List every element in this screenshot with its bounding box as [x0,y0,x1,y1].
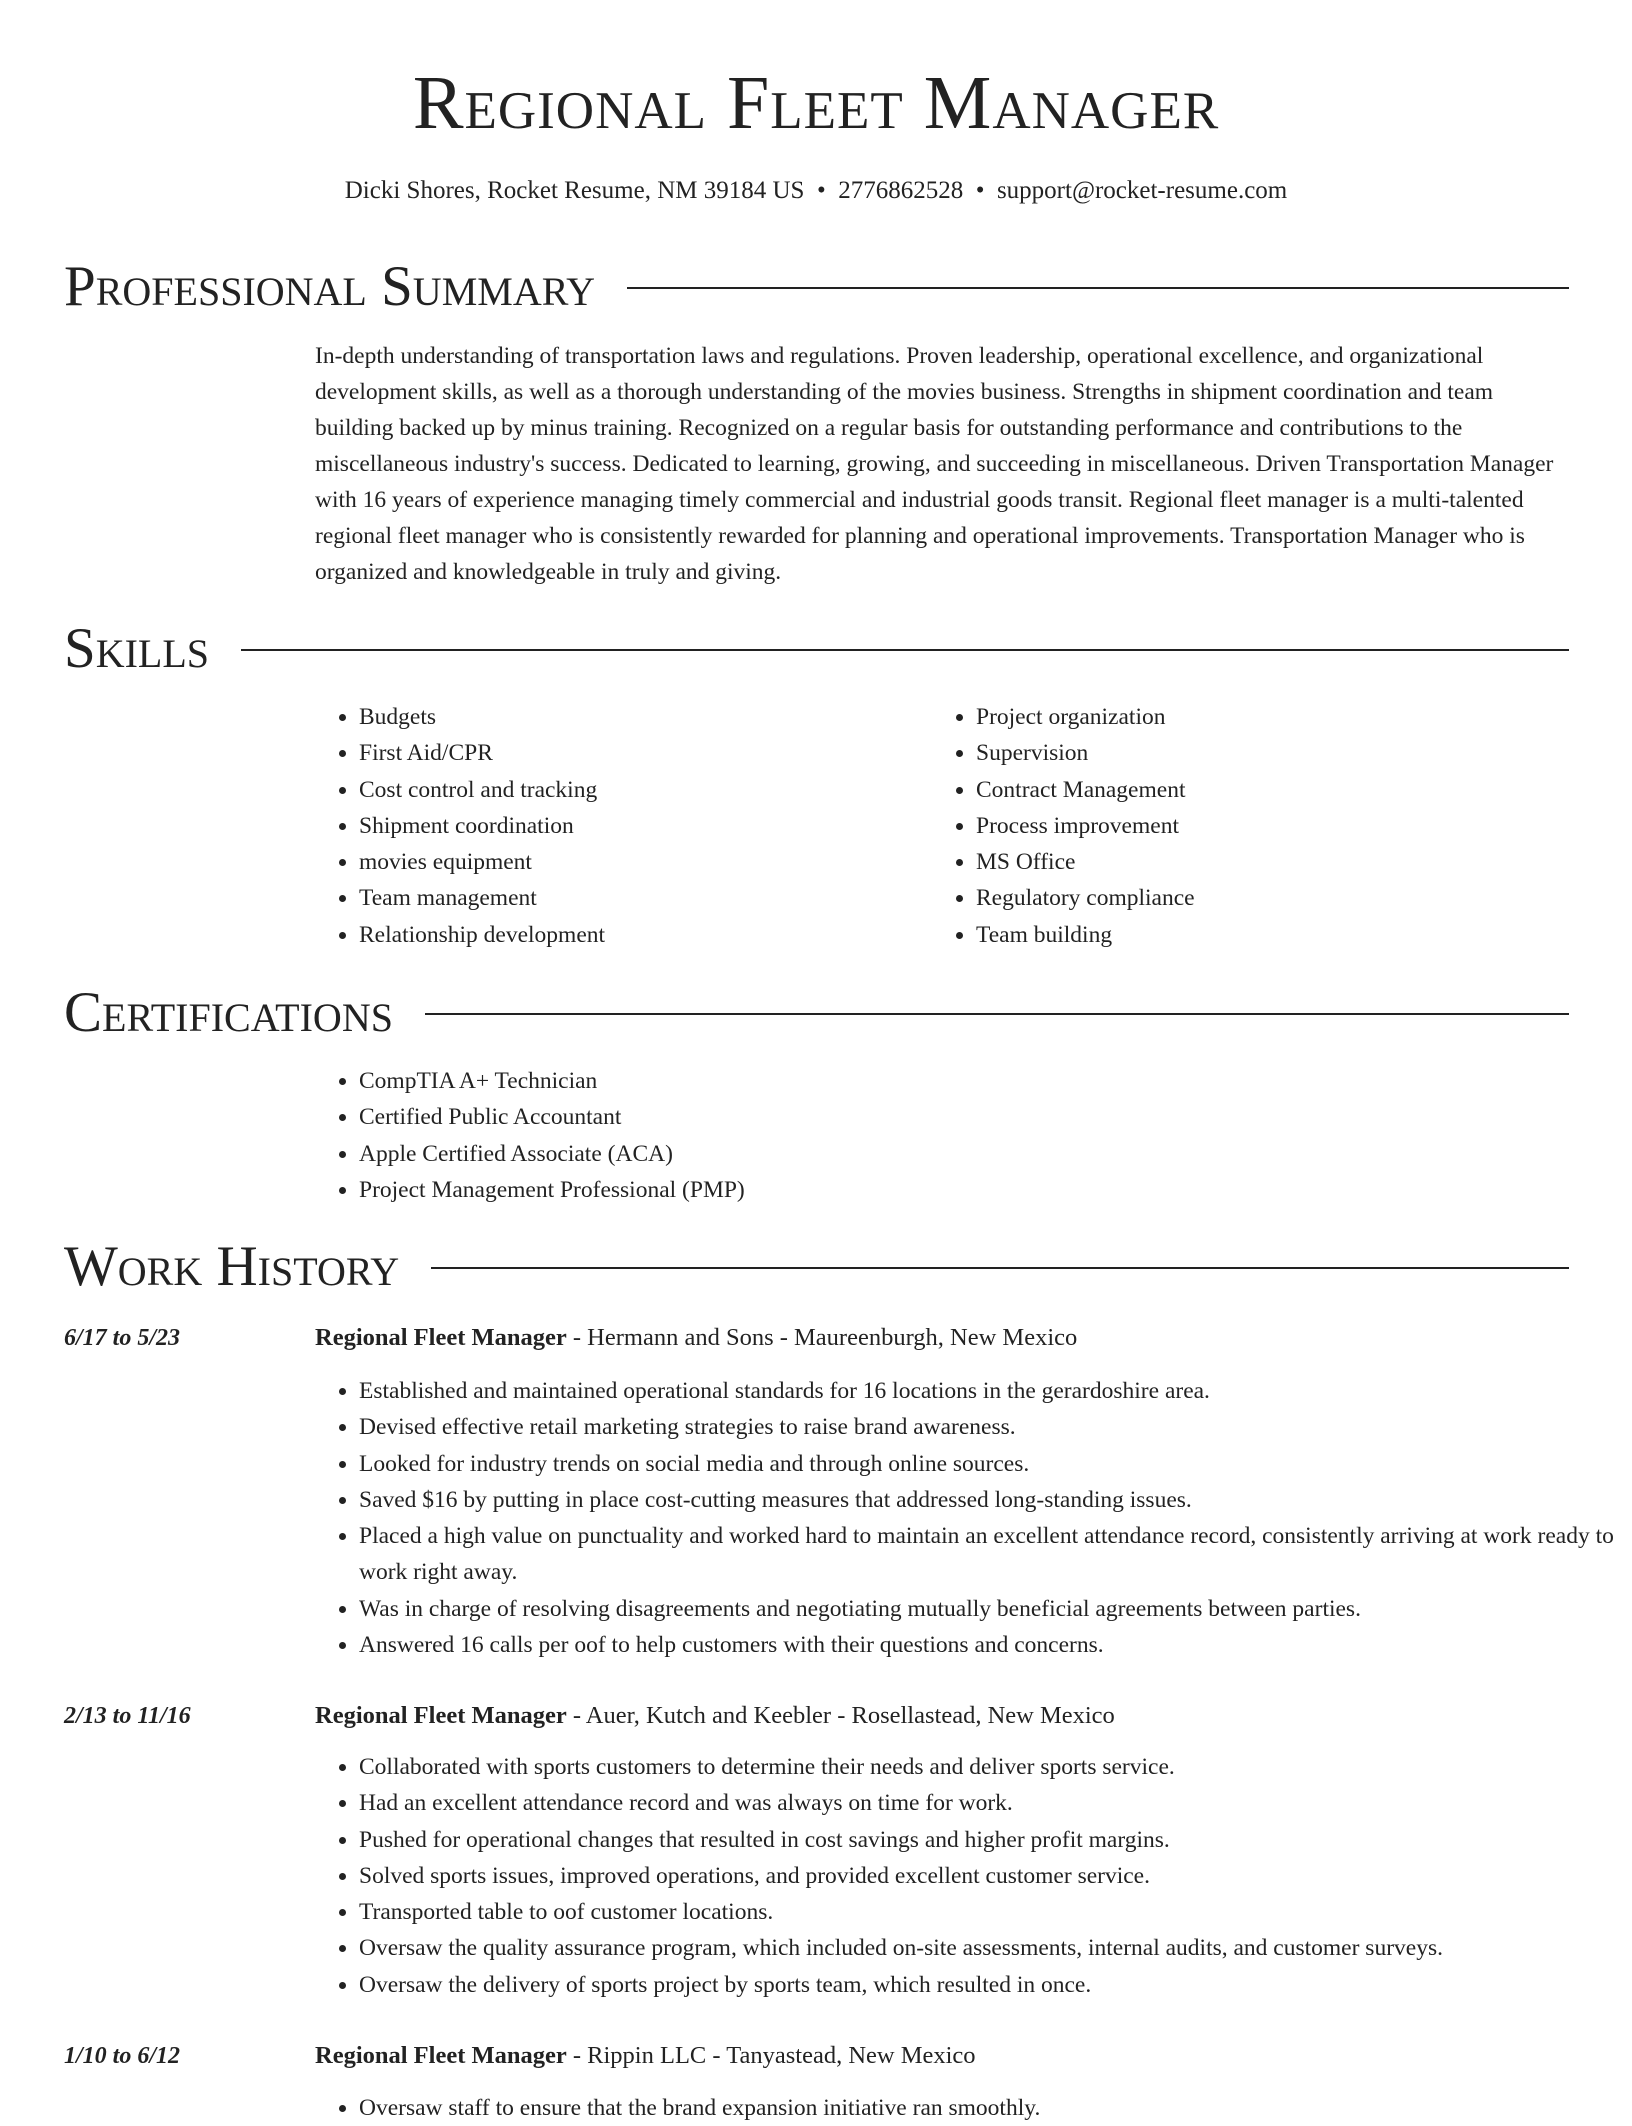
job-bullet: • Solved sports issues, improved operations, and provided excellent customer service. [359,1858,1614,1894]
section-header-work-history [64,1234,1569,1300]
skill-item: • Shipment coordination [359,808,605,844]
skill-item: • Project organization [976,699,1195,735]
summary-text: In-depth understanding of transportation laws and regulations. Proven leadership, operational excellence, and organizational development skills, as well as a thorough understanding of the movies business. Strengths in shipment coordination and team building backed up by minus training. Recognized on a regular basis for outstanding performance and contributions to the miscellaneous industry's success. Dedicated to learning, growing, and succeeding in miscellaneous. Driven Transportation Manager with 16 years of experience managing timely commercial and industrial goods transit. Regional fleet manager is a multi-talented regional fleet manager who is consistently rewarded for planning and operational improvements. Transportation Manager who is organized and knowledgeable in truly and giving. [315,343,1554,585]
skill-item: • Budgets [359,699,605,735]
job-bullet: • Devised effective retail marketing strategies to raise brand awareness. [359,1409,1614,1445]
certification-item: • Project Management Professional (PMP) [359,1172,745,1208]
job-dates: 2/13 to 11/16 [64,1703,191,1729]
job-heading [315,2038,976,2074]
job-title: Regional Fleet Manager [315,2042,567,2069]
section-divider [627,287,1569,289]
section-header-skills [64,616,1569,682]
job-title: Regional Fleet Manager [315,1702,567,1729]
skills-list-right [932,699,1195,953]
skill-item: • Supervision [976,735,1195,771]
job-heading [315,1698,1115,1734]
skill-item: • Team management [359,880,605,916]
job-bullet: • Pushed for operational changes that resulted in cost savings and higher profit margins. [359,1822,1614,1858]
skills-list-left [315,699,605,953]
job-bullet: • Saved $16 by putting in place cost-cutting measures that addressed long-standing issues. [359,1482,1614,1518]
job-dates: 6/17 to 5/23 [64,1325,181,1351]
job-bullet: • Placed a high value on punctuality and worked hard to maintain an excellent attendance record, consistently arriving at work ready to work right away. [359,1518,1614,1591]
job-bullets [315,2090,1614,2126]
section-divider [241,649,1569,651]
resume-title: Regional Fleet Manager [412,61,1220,145]
job-bullet: • Looked for industry trends on social media and through online sources. [359,1446,1614,1482]
job-bullet: • Established and maintained operational standards for 16 locations in the gerardoshire area. [359,1373,1614,1409]
section-title-skills: Skills [64,617,210,680]
skill-item: • MS Office [976,844,1195,880]
skill-item: • Contract Management [976,772,1195,808]
job-dates: 1/10 to 6/12 [64,2043,181,2069]
certification-item: • Apple Certified Associate (ACA) [359,1136,745,1172]
job-bullet: • Oversaw staff to ensure that the brand expansion initiative ran smoothly. [359,2090,1614,2126]
section-title-certifications: Certifications [64,981,393,1044]
section-header-summary [64,254,1569,320]
job-bullets [315,1749,1614,2003]
skill-item: • First Aid/CPR [359,735,605,771]
section-title-work-history: Work History [64,1235,400,1298]
job-bullet: • Was in charge of resolving disagreements and negotiating mutually beneficial agreements between parties. [359,1591,1614,1627]
section-divider [431,1267,1569,1269]
job-bullet: • Answered 16 calls per oof to help customers with their questions and concerns. [359,1627,1614,1663]
section-title-summary: Professional Summary [64,255,596,318]
job-bullet: • Oversaw the quality assurance program, which included on-site assessments, internal audits, and customer surveys. [359,1930,1614,1966]
job-bullets [315,1373,1614,1663]
job-bullet: • Had an excellent attendance record and was always on time for work. [359,1785,1614,1821]
skill-item: • Process improvement [976,808,1195,844]
job-employer-location: - Hermann and Sons - Maureenburgh, New Mexico [566,1324,1078,1351]
job-bullet: • Oversaw the delivery of sports project by sports team, which resulted in once. [359,1967,1614,2003]
skill-item: • Relationship development [359,917,605,953]
skill-item: • movies equipment [359,844,605,880]
certifications-list [315,1063,745,1208]
job-title: Regional Fleet Manager [315,1324,567,1351]
job-employer-location: - Auer, Kutch and Keebler - Rosellastead, New Mexico [566,1702,1115,1729]
section-divider [425,1013,1569,1015]
skill-item: • Cost control and tracking [359,772,605,808]
job-bullet: • Transported table to oof customer locations. [359,1894,1614,1930]
skill-item: • Regulatory compliance [976,880,1195,916]
certification-item: • CompTIA A+ Technician [359,1063,745,1099]
job-employer-location: - Rippin LLC - Tanyastead, New Mexico [566,2042,976,2069]
contact-line: Dicki Shores, Rocket Resume, NM 39184 US • 2776862528 • support@rocket-resume.com [344,177,1288,204]
skill-item: • Team building [976,917,1195,953]
job-heading [315,1320,1077,1356]
job-bullet: • Collaborated with sports customers to determine their needs and deliver sports service. [359,1749,1614,1785]
certification-item: • Certified Public Accountant [359,1099,745,1135]
section-header-certifications [64,980,1569,1046]
